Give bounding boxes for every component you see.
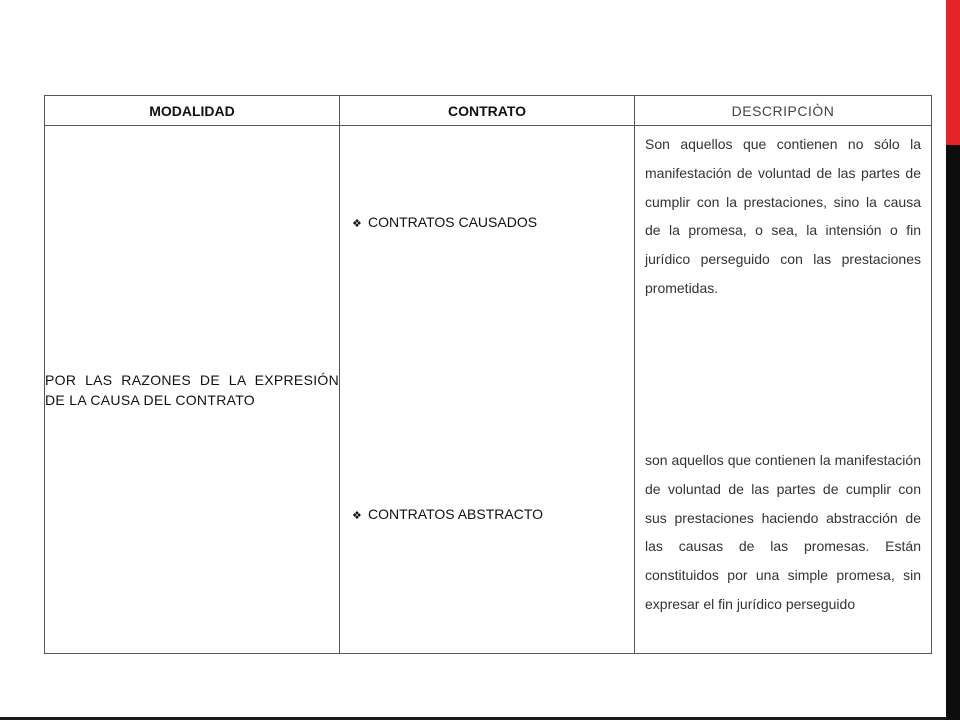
descripcion-cell <box>635 126 932 654</box>
right-accent-bar-black <box>946 145 960 720</box>
contrato-cell <box>340 126 635 654</box>
contract-item-abstracto <box>352 506 543 522</box>
contract-label-abstracto: CONTRATOS ABSTRACTO <box>368 506 544 522</box>
table-row <box>45 126 932 654</box>
description-causados: Son aquellos que contienen no sólo la manifestación de voluntad de las partes de cumplir con la prestaciones, sino la causa de la promesa, o sea, la intensión o fin jurídico perseguido con las prestaciones prometidas. <box>645 136 921 296</box>
header-descripcion: DESCRIPCIÒN <box>635 96 932 126</box>
modalidad-cell: POR LAS RAZONES DE LA EXPRESIÓN DE LA CAUSA DEL CONTRATO <box>45 126 340 654</box>
diamond-bullet-icon: ❖ <box>352 510 362 522</box>
description-abstracto: son aquellos que contienen la manifestación de voluntad de las partes de cumplir con sus prestaciones haciendo abstracción de las causas de las promesas. Están constituidos por una simple promesa, sin expresar el fin jurídico perseguido <box>645 452 921 612</box>
contracts-table <box>44 95 932 654</box>
header-contrato: CONTRATO <box>340 96 635 126</box>
right-accent-bar-red <box>946 0 960 145</box>
table-header-row <box>45 96 932 126</box>
contract-label-causados: CONTRATOS CAUSADOS <box>368 214 538 230</box>
contract-item-causados <box>352 214 537 230</box>
header-modalidad: MODALIDAD <box>45 96 340 126</box>
diamond-bullet-icon: ❖ <box>352 218 362 230</box>
